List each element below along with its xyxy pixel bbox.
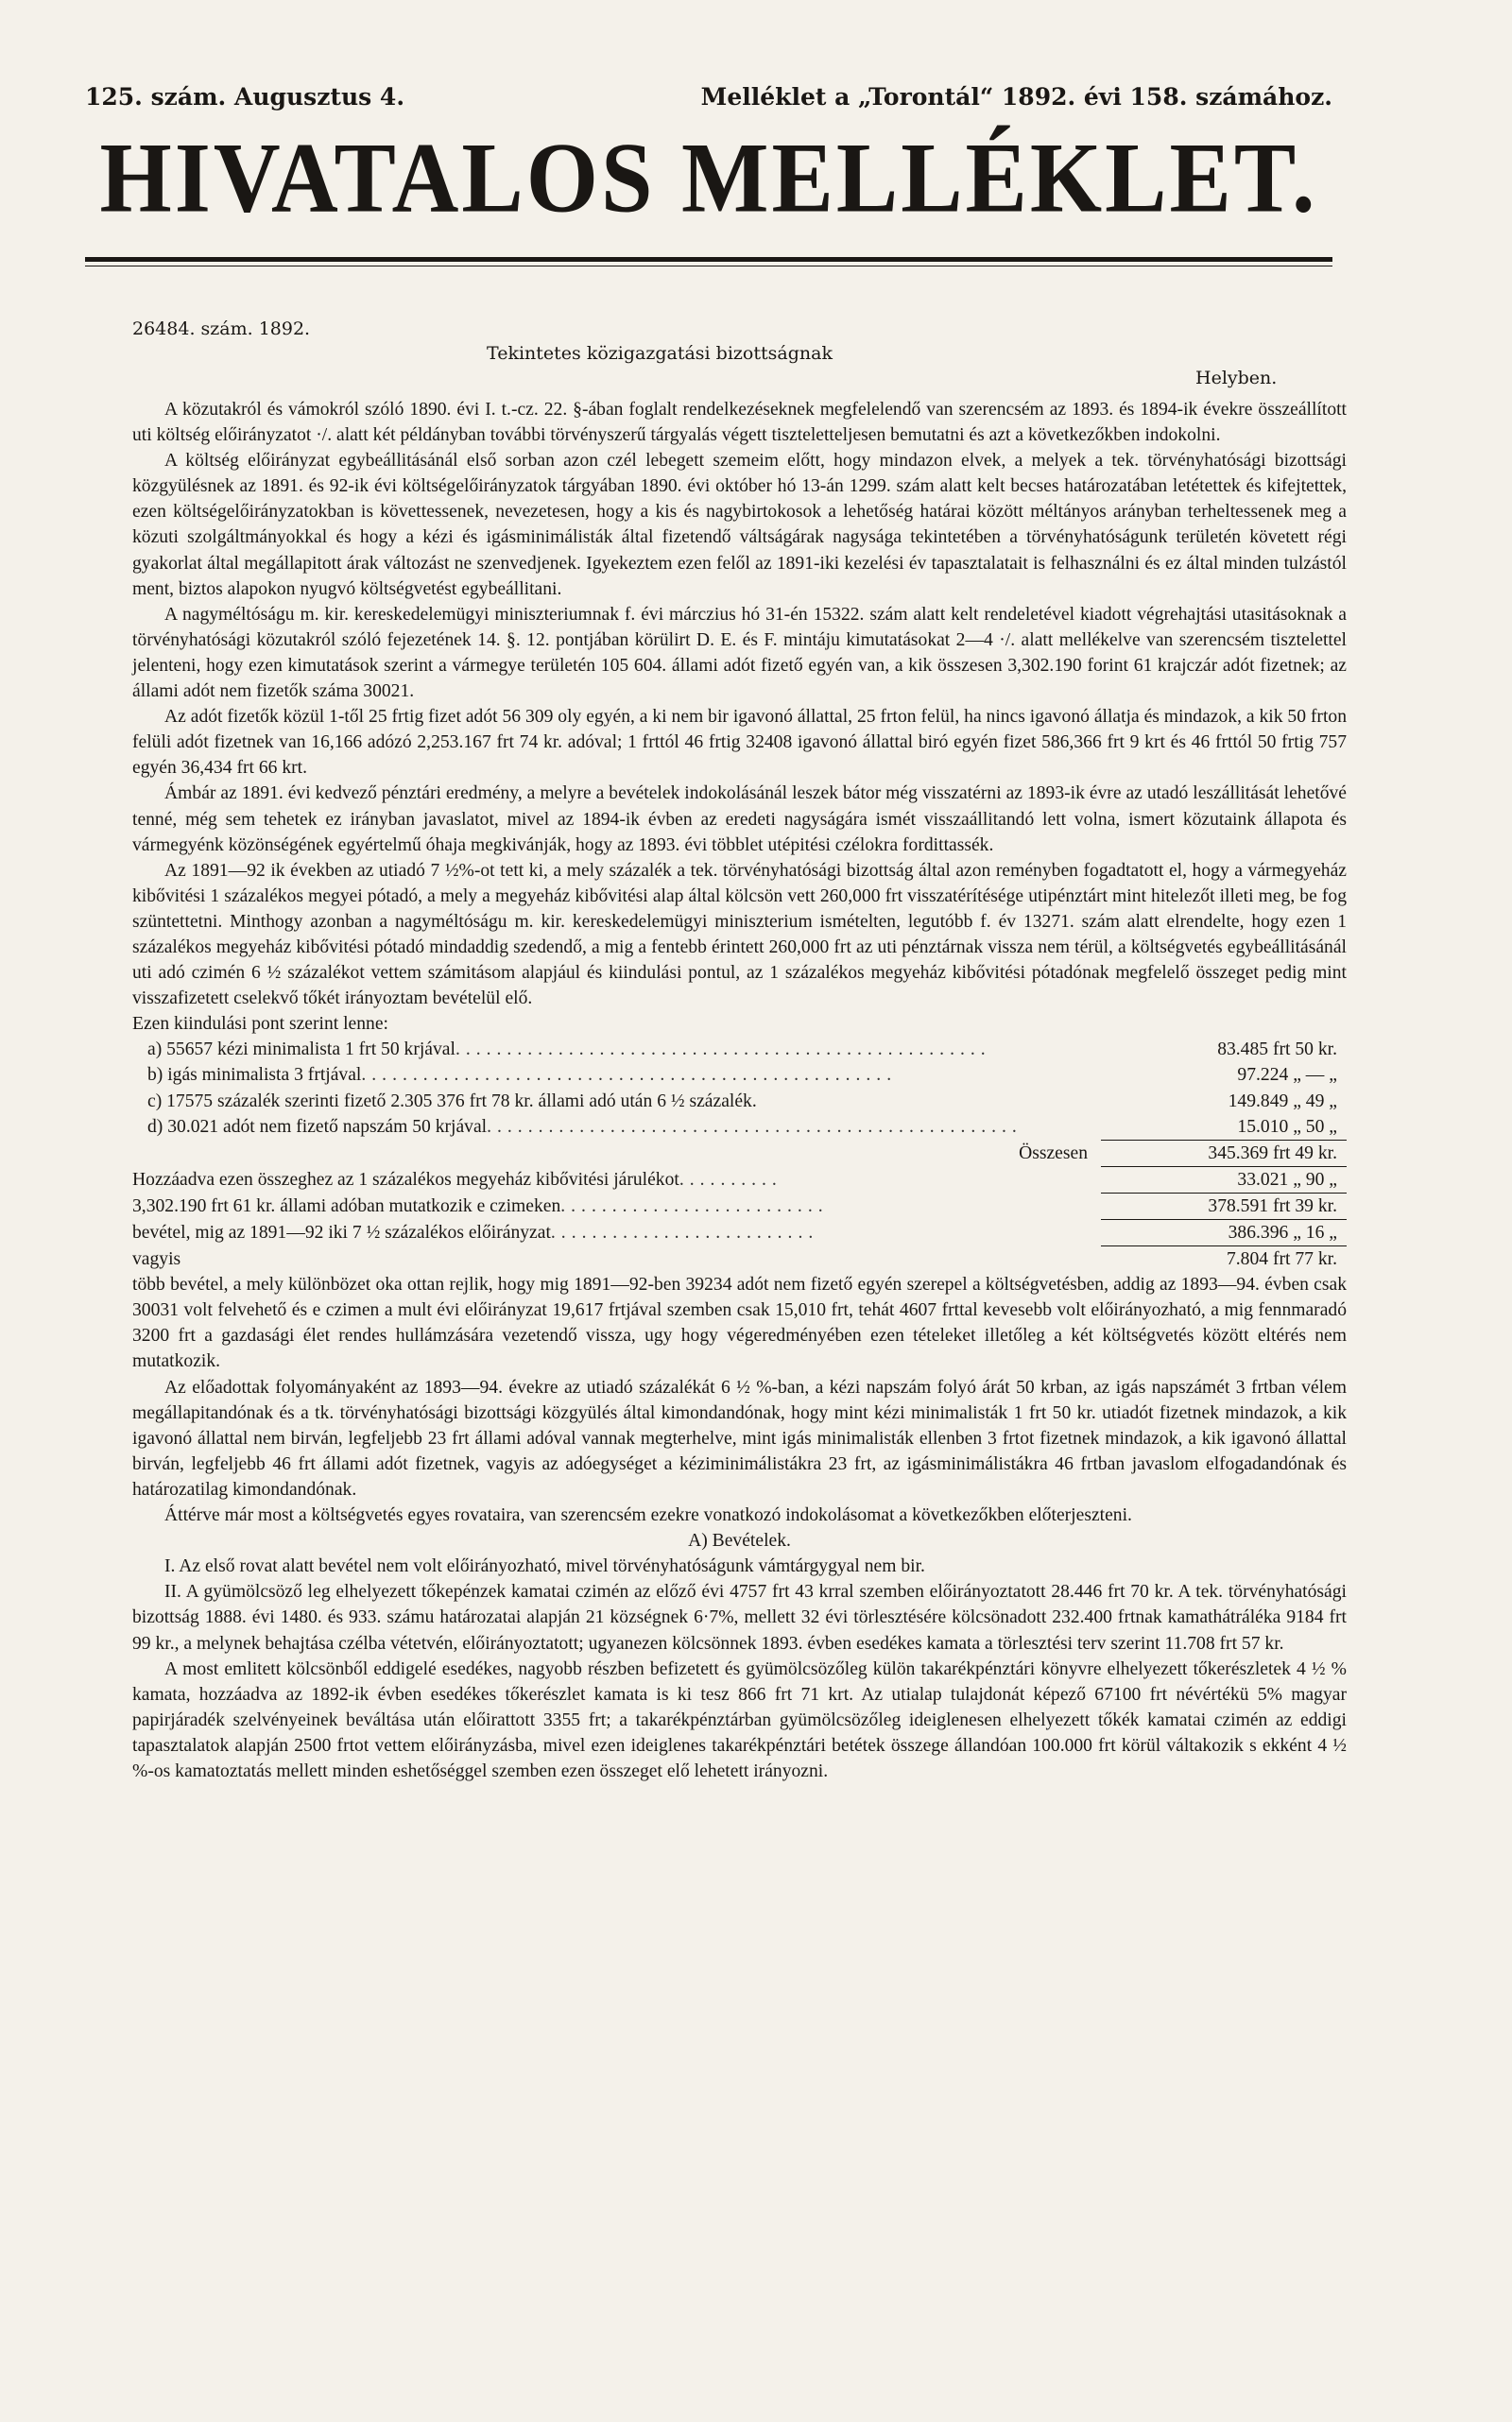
paragraph: több bevétel, a mely különbözet oka ottan rejlik, hogy mig 1891—92-ben 39234 adót nem fizető egyén szerepel a költségvetésben, addig az 1893—94. évben csak 30031 volt felvehető és e czimen a mult évi előirányzat 19,617 frtjával szemben csak 15,010 frt, tehát 4607 frttal kevesebb volt előirányozható, a mig fennmaradó 3200 frt a gazdasági élet rendes hullámzására vezetendő vissza, ugy hogy végeredményében ezen tételeket illetőleg a két költségvetés között eltérés nem mutatkozik. bbox=[132, 1275, 1347, 1372]
page-header bbox=[85, 83, 1332, 111]
calc-label: a) 55657 kézi minimalista 1 frt 50 krjával bbox=[147, 1039, 455, 1060]
calc-row bbox=[132, 1194, 1347, 1220]
paragraph: Az adót fizetők közül 1-től 25 frtig fizet adót 56 309 oly egyén, a ki nem bir igavonó állattal, 25 frton felül, ha nincs igavonó állatja és mindazok, a kik 50 frton felüli adót fizetnek van 16,166 adózó 2,253.167 frt 74 kr. adóval; 1 frttól 46 frtig 32408 igavonó állattal biró egyén fizet 586,366 frt 9 krt és 46 frttól 50 frtig 757 egyén 36,434 frt 66 krt. bbox=[132, 707, 1347, 779]
calc-amount: 97.224 „ — „ bbox=[1237, 1065, 1337, 1086]
leader-dots: .................................................... bbox=[455, 1039, 991, 1060]
calc-row bbox=[132, 1220, 1347, 1246]
calc-amount: 15.010 „ 50 „ bbox=[1101, 1114, 1347, 1141]
calc-amount: 149.849 „ 49 „ bbox=[1228, 1091, 1337, 1111]
paragraph: I. Az első rovat alatt bevétel nem volt előirányozható, mivel törvényhatóságunk vámtárgygyal nem bir. bbox=[164, 1556, 925, 1577]
calc-amount: 386.396 „ 16 „ bbox=[1101, 1220, 1347, 1246]
calc-label: 3,302.190 frt 61 kr. állami adóban mutatkozik e czimeken bbox=[132, 1195, 561, 1216]
paragraph: A költség előirányzat egybeállitásánál első sorban azon czél lebegett szemeim előtt, hogy mindazon elvek, a melyek a tek. törvényhatósági bizottsági közgyülésnek az 1891. és 92-ik évi költségelőirányzatok tárgyában 1890. évi október hó 13-án 1299. szám alatt kelt becses határozatában letétettek és kifejtettek, ezen költségelőirányzatokban is követtessenek, nevezetesen, hogy a kis és nagybirtokosok a lehetőség határai között méltányos arányban terheltessenek meg a közuti szolgáltmányokkal és hogy a kézi és igásminimálisták által fizetendő váltságárak nagysága tekintetében a törvényhatóságunk területén követett régi gyakorlat által megállapitott árak változást ne szenvedjenek. Igyekeztem ezen felől az 1891-iki kezelési év tapasztalatait is felhasználni és ez által minden tulzástól ment, biztos alapokon nyugvó költségvetést egybeállitani. bbox=[132, 451, 1347, 599]
section-heading: A) Bevételek. bbox=[688, 1531, 791, 1552]
paragraph: Az előadottak folyományaként az 1893—94. évekre az utiadó százalékát 6 ½ %-ban, a kézi napszám folyó árát 50 krban, az igás napszámét 3 frtban vélem megállapitandónak és a tk. törvényhatósági bizottsági közgyülés által kimondandónak, hogy mint kézi minimalisták 1 frt 50 kr. utiadót fizetnek mindazok, a kik igavonó állattal nem birván, legfeljebb 23 frt állami adóval vannak megterhelve, mint igás minimalisták ellenben 3 frtot fizetnek mindazok, a kik igavonó állattal birván, legfeljebb 46 frt állami adót fizetnek, vagyis az adóegységet a kéziminimálistákra 23 frt, az igásminimálistákra 46 frtban javaslom elfogadandónak és határozatilag kimondandónak. bbox=[132, 1377, 1347, 1500]
document-number: 26484. szám. 1892. bbox=[132, 318, 311, 339]
calc-row bbox=[132, 1037, 1347, 1062]
calc-label: bevétel, mig az 1891—92 iki 7 ½ százalékos előirányzat bbox=[132, 1223, 551, 1243]
leader-dots: .................................................... bbox=[487, 1116, 1022, 1137]
total-amount: 345.369 frt 49 kr. bbox=[1101, 1141, 1347, 1167]
masthead-title: HIVATALOS MELLÉKLET. bbox=[99, 123, 1318, 234]
calc-row bbox=[132, 1167, 1347, 1194]
calc-amount: 7.804 frt 77 kr. bbox=[1226, 1249, 1337, 1270]
calc-row bbox=[132, 1089, 1347, 1114]
document-body bbox=[132, 397, 1347, 1784]
paragraph: Az 1891—92 ik években az utiadó 7 ½%-ot tett ki, a mely százalék a tek. törvényhatósági bizottság által azon reményben fogadtatott el, hogy a vármegyeház kibővitési 1 százalékos megyei pótadó, a mely a megyeház kibővitési alap által kölcsön vett 260,000 frt visszatérítésége utipénztárt mint hitelezőt illeti meg, be fog szüntettetni. Minthogy azonban a nagyméltóságu m. kir. kereskedelemügyi miniszterium ismételten, legutóbb f. év 13271. szám alatt elrendelte, hogy ezen 1 százalékos megyeház kibővitési pótadó mindaddig szedendő, a mig a fentebb érintett 260,000 frt az uti pénztárnak vissza nem térül, a költségvetés egybeállitásánál uti adó czimén 6 ½ százalékot vettem számitásom alapjául és kiindulási pontul, az 1 százalékos megyeház kibővitési pótadónak megfelelő összeget pedig mint visszafizetett cselekvő tőkét irányoztam bevételül elő. bbox=[132, 860, 1347, 1009]
paragraph: A közutakról és vámokról szóló 1890. évi I. t.-cz. 22. §-ában foglalt rendelkezéseknek megfelelendő van szerencsém az 1893. és 1894-ik évekre összeállított uti költség előirányzatot ·/. alatt két példányban további törvényszerű tárgyalás végett tiszteletteljesen bemutatni és azt a következőkben indokolni. bbox=[132, 400, 1347, 446]
calc-intro: Ezen kiindulási pont szerint lenne: bbox=[132, 1014, 388, 1035]
calc-row bbox=[132, 1246, 1347, 1272]
paragraph: A nagyméltóságu m. kir. kereskedelemügyi miniszteriumnak f. évi márczius hó 31-én 15322. szám alatt kelt rendeletével kiadott végrehajtási utasitásoknak a törvényhatósági közutakról szóló fejezetének 14. §. 12. pontjában körülirt D. E. és F. mintáju kimutatásokat 2—4 ·/. alatt mellékelve van szerencsém tisztelettel jelenteni, hogy ezen kimutatások szerint a vármegye területén 105 604. állami adót fizető egyén van, a kik összesen 3,302.190 forint 61 krajczár adót fizetnek; az állami adót nem fizetők száma 30021. bbox=[132, 604, 1347, 702]
calc-amount: 83.485 frt 50 kr. bbox=[1217, 1039, 1337, 1060]
calc-amount: 33.021 „ 90 „ bbox=[1101, 1167, 1347, 1194]
calc-label: vagyis bbox=[132, 1249, 181, 1270]
calc-label: d) 30.021 adót nem fizető napszám 50 krjával bbox=[147, 1116, 488, 1137]
calc-label: b) igás minimalista 3 frtjával bbox=[147, 1065, 362, 1086]
supplement-info: Melléklet a „Torontál“ 1892. évi 158. számához. bbox=[700, 83, 1332, 111]
calc-row bbox=[132, 1062, 1347, 1088]
calc-label: c) 17575 százalék szerinti fizető 2.305 376 frt 78 kr. állami adó után 6 ½ százalék. bbox=[147, 1091, 757, 1111]
calc-amount: 378.591 frt 39 kr. bbox=[1101, 1194, 1347, 1220]
leader-dots: .......................... bbox=[560, 1195, 829, 1216]
paragraph: Áttérve már most a költségvetés egyes rovataira, van szerencsém ezekre vonatkozó indokolásomat a következőkben előterjeszteni. bbox=[164, 1505, 1132, 1526]
total-label: Összesen bbox=[1019, 1142, 1088, 1163]
leader-dots: .................................................... bbox=[361, 1065, 898, 1086]
issue-info: 125. szám. Augusztus 4. bbox=[85, 83, 405, 111]
calc-label: Hozzáadva ezen összeghez az 1 százalékos megyeház kibővitési járulékot bbox=[132, 1169, 679, 1190]
leader-dots: .......................... bbox=[550, 1223, 819, 1243]
calc-total-row bbox=[132, 1141, 1347, 1167]
paragraph: II. A gyümölcsöző leg elhelyezett tőkepénzek kamatai czimén az előző évi 4757 frt 43 krral szemben előirányoztatott 28.446 frt 70 kr. A tek. törvényhatósági bizottság 1888. évi 1480. és 933. számu határozatai alapján 21 községnek 6·7%, mellett 32 évi törlesztésére kölcsönadott 232.400 frtnak kamathátráléka 9184 frt 99 kr., a melynek behajtása czélba vétetvén, előirányoztatott; ugyanezen kölcsönnek 1893. évben esedékes kamata a törlesztési terv szerint 11.708 frt 57 kr. bbox=[132, 1582, 1347, 1654]
calc-row bbox=[132, 1114, 1347, 1141]
location: Helyben. bbox=[1195, 368, 1278, 388]
addressee: Tekintetes közigazgatási bizottságnak bbox=[487, 343, 833, 364]
leader-dots: .......... bbox=[679, 1169, 782, 1190]
paragraph: A most emlitett kölcsönből eddigelé esedékes, nagyobb részben befizetett és gyümölcsözőleg külön takarékpénztári könyvre elhelyezett tőkerészletek 4 ½ % kamata, hozzáadva az 1892-ik évben esedékes tőkerészlet kamata is ki tesz 866 frt 71 krt. Az utialap tulajdonát képező 67100 frt névértékü 5% magyar papirjáradék szelvényeinek beváltása után előirattott 3355 frt; a takarékpénztárban gyümölcsözőleg ideiglenesen elhelyezett tőkék kamatai czimén az eddigi tapasztalatok alapján 2500 frtot vettem előirányzásba, mivel ezen ideiglenes takarékpénztári betétek összege állandóan 100.000 frt körül váltakozik s ekként 4 ½ %-os kamatoztatás mellett minden eshetőséggel szemben ezen összeget elő lehetett irányozni. bbox=[132, 1658, 1347, 1781]
title-rule-thick bbox=[85, 257, 1332, 262]
paragraph: Ámbár az 1891. évi kedvező pénztári eredmény, a melyre a bevételek indokolásánál leszek bátor még visszatérni az 1893-ik évre az utadó leszállitását lehetővé tenné, még sem tehetek ez irányban javaslatot, mivel az 1894-ik évben az eredeti nagyságára ismét visszaállitandó lett volna, ismert közutaink állapota és vármegyénk közönségének egyértelmű óhaja megkivánják, hogy az 1893. évi többlet utépitési czélokra fordittassék. bbox=[132, 783, 1347, 855]
